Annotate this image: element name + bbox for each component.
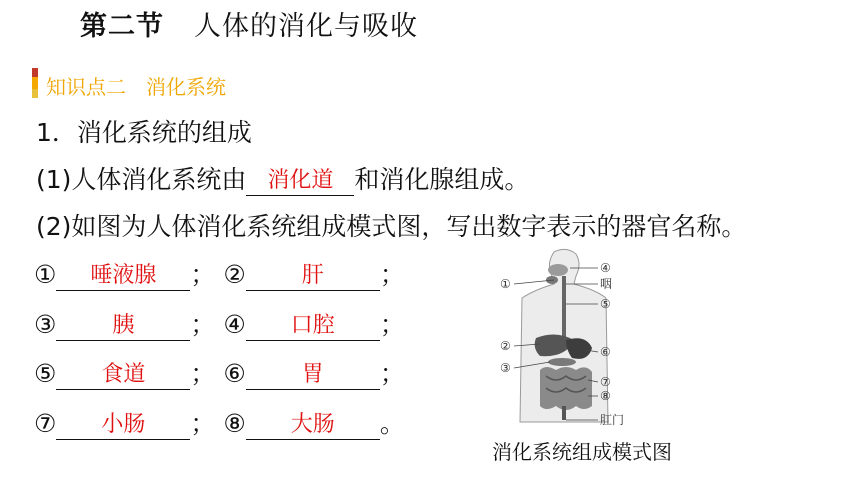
section-number: 第二节 [80, 11, 164, 42]
label-2: ② [500, 339, 511, 353]
answer-text: 消化道 [267, 168, 334, 193]
answer-blank [56, 409, 190, 440]
question-1-1 [36, 160, 529, 196]
item-number: ④ [223, 310, 246, 339]
section-title: 人体的消化与吸收 [194, 11, 418, 42]
knowledge-point-marker [32, 68, 38, 98]
label-pharynx: 咽 [600, 277, 613, 291]
answer-text: 胰 [112, 313, 135, 338]
separator: ； [190, 260, 216, 289]
item-number: ⑥ [223, 359, 246, 388]
answer-blank [246, 359, 380, 390]
label-5: ⑤ [600, 297, 611, 311]
answer-text: 唾液腺 [90, 263, 157, 288]
item-number: ⑦ [34, 409, 57, 438]
question-1-2: (2)如图为人体消化系统组成模式图，写出数字表示的器官名称。 [36, 212, 747, 241]
label-1: ① [500, 277, 511, 291]
answer-blank [56, 310, 190, 341]
answer-blank [246, 165, 354, 196]
item-number: ⑤ [34, 359, 57, 388]
answer-row-4 [34, 404, 405, 440]
page-title [80, 4, 418, 43]
label-8: ⑧ [600, 389, 611, 403]
answer-text: 口腔 [290, 313, 335, 338]
question-1-heading: 1．消化系统的组成 [36, 118, 252, 147]
answer-text: 小肠 [101, 412, 146, 437]
answer-row-3 [34, 354, 405, 390]
q1-1-suffix: 和消化腺组成。 [354, 165, 530, 194]
answer-blank [56, 359, 190, 390]
separator: ； [190, 409, 216, 438]
separator: ； [190, 310, 216, 339]
item-number: ② [223, 260, 246, 289]
answer-blank [246, 409, 380, 440]
label-anus: 肛门 [600, 413, 625, 427]
item-number: ① [34, 260, 57, 289]
separator: 。 [379, 409, 405, 438]
figure-caption: 消化系统组成模式图 [492, 440, 672, 464]
separator: ； [190, 359, 216, 388]
knowledge-point-heading: 知识点二 消化系统 [46, 75, 226, 99]
label-3: ③ [500, 361, 511, 375]
answer-text: 大肠 [290, 412, 335, 437]
answer-blank [56, 260, 190, 291]
item-number: ③ [34, 310, 57, 339]
answer-text: 食道 [101, 362, 146, 387]
separator: ； [379, 260, 405, 289]
item-number: ⑧ [223, 409, 246, 438]
separator: ； [379, 310, 405, 339]
answer-blank [246, 260, 380, 291]
label-4: ④ [600, 261, 611, 275]
q1-1-prefix: (1)人体消化系统由 [36, 165, 247, 194]
label-6: ⑥ [600, 345, 611, 359]
answer-text: 肝 [301, 263, 324, 288]
answer-row-2 [34, 305, 405, 341]
answer-blank [246, 310, 380, 341]
separator: ； [379, 359, 405, 388]
digestive-system-diagram [496, 246, 646, 434]
answer-row-1 [34, 255, 405, 291]
answer-text: 胃 [301, 362, 324, 387]
label-7: ⑦ [600, 375, 611, 389]
